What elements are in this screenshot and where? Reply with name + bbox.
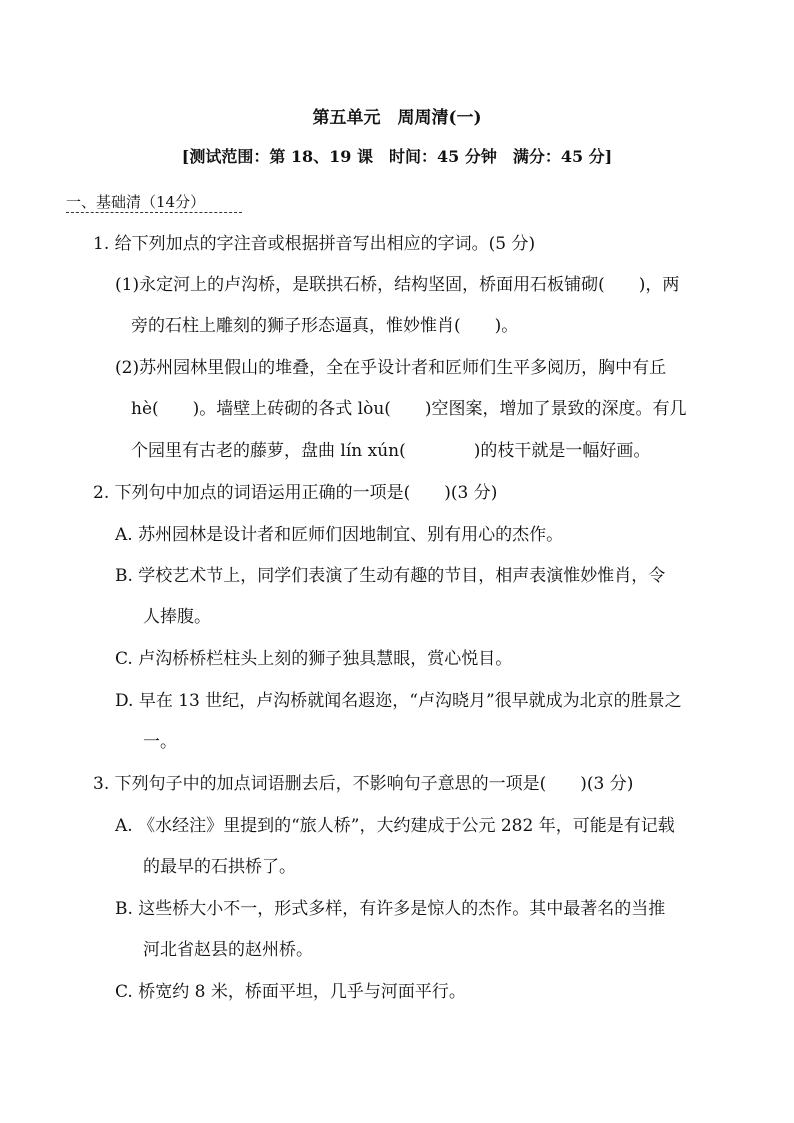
question-2-stem: 2. 下列句中加点的词语运用正确的一项是( )(3 分) xyxy=(93,483,498,503)
question-3-option-c: C. 桥宽约 8 米，桥面平坦，几乎与河面平行。 xyxy=(115,982,466,1002)
page-title: 第五单元 周周清(一) xyxy=(312,108,482,128)
question-1-stem: 1. 给下列加点的字注音或根据拼音写出相应的字词。(5 分) xyxy=(93,234,536,254)
question-3-option-a-line-2: 的最早的石拱桥了。 xyxy=(143,857,296,877)
question-1-part-2-line-2: hè( )。墙壁上砖砌的各式 lòu( )空图案，增加了景致的深度。有几 xyxy=(131,399,687,419)
question-3-stem: 3. 下列句子中的加点词语删去后，不影响句子意思的一项是( )(3 分) xyxy=(93,774,634,794)
question-1-part-2-line-1: (2)苏州园林里假山的堆叠，全在乎设计者和匠师们生平多阅历，胸中有丘 xyxy=(115,358,667,378)
question-2-option-a: A. 苏州园林是设计者和匠师们因地制宜、别有用心的杰作。 xyxy=(115,525,564,545)
question-1-part-2-line-3: 个园里有古老的藤萝，盘曲 lín xún( )的枝干就是一幅好画。 xyxy=(131,441,651,461)
section-heading-basics: 一、基础清（14分） xyxy=(66,193,206,211)
question-2-option-d-line-2: 一。 xyxy=(143,732,177,752)
question-2-option-b-line-1: B. 学校艺术节上，同学们表演了生动有趣的节目，相声表演惟妙惟肖，令 xyxy=(115,566,666,586)
question-2-option-b-line-2: 人捧腹。 xyxy=(143,607,211,627)
question-2-option-d-line-1: D. 早在 13 世纪，卢沟桥就闻名遐迩，“卢沟晓月”很早就成为北京的胜景之 xyxy=(115,691,682,711)
question-1-part-1-line-1: (1)永定河上的卢沟桥，是联拱石桥，结构坚固，桥面用石板铺砌( )，两 xyxy=(115,275,680,295)
test-scope-subtitle: [测试范围：第 18、19 课 时间：45 分钟 满分：45 分] xyxy=(181,147,613,166)
question-3-option-b-line-2: 河北省赵县的赵州桥。 xyxy=(143,940,313,960)
question-3-option-a-line-1: A. 《水经注》里提到的“旅人桥”，大约建成于公元 282 年，可能是有记载 xyxy=(115,816,675,836)
question-1-part-1-line-2: 旁的石柱上雕刻的狮子形态逼真，惟妙惟肖( )。 xyxy=(131,316,519,336)
section-heading-underline xyxy=(66,212,242,213)
question-2-option-c: C. 卢沟桥桥栏柱头上刻的狮子独具慧眼，赏心悦目。 xyxy=(115,649,513,669)
question-3-option-b-line-1: B. 这些桥大小不一，形式多样，有许多是惊人的杰作。其中最著名的当推 xyxy=(115,899,666,919)
